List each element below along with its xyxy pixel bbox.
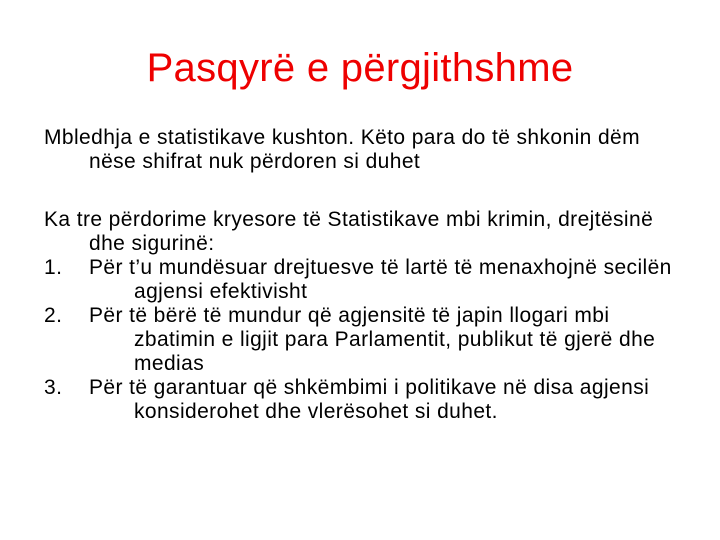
list-item-number: 3. <box>44 376 63 399</box>
list-item-text: Për t’u mundësuar drejtuesve të lartë të menaxhojnë secilën agjensi efektivisht <box>89 256 672 303</box>
uses-list <box>44 256 684 424</box>
list-item <box>44 304 684 376</box>
paragraph-uses-intro: Ka tre përdorime kryesore të Statistikave mbi krimin, drejtësinë dhe sigurinë: <box>44 208 654 255</box>
list-item-number: 1. <box>44 256 63 279</box>
paragraph-uses <box>44 208 684 424</box>
list-item-number: 2. <box>44 304 63 327</box>
list-item <box>44 256 684 304</box>
slide-body <box>44 126 684 424</box>
list-item-text: Për të garantuar që shkëmbimi i politikave në disa agjensi konsiderohet dhe vlerësohet si duhet. <box>89 376 650 423</box>
paragraph-cost: Mbledhja e statistikave kushton. Këto para do të shkonin dëm nëse shifrat nuk përdoren si duhet <box>44 126 641 173</box>
list-item-text: Për të bërë të mundur që agjensitë të japin llogari mbi zbatimin e ligjit para Parlamentit, publikut të gjerë dhe medias <box>89 304 656 375</box>
list-item <box>44 376 684 424</box>
slide-title: Pasqyrë e përgjithshme <box>146 46 574 90</box>
